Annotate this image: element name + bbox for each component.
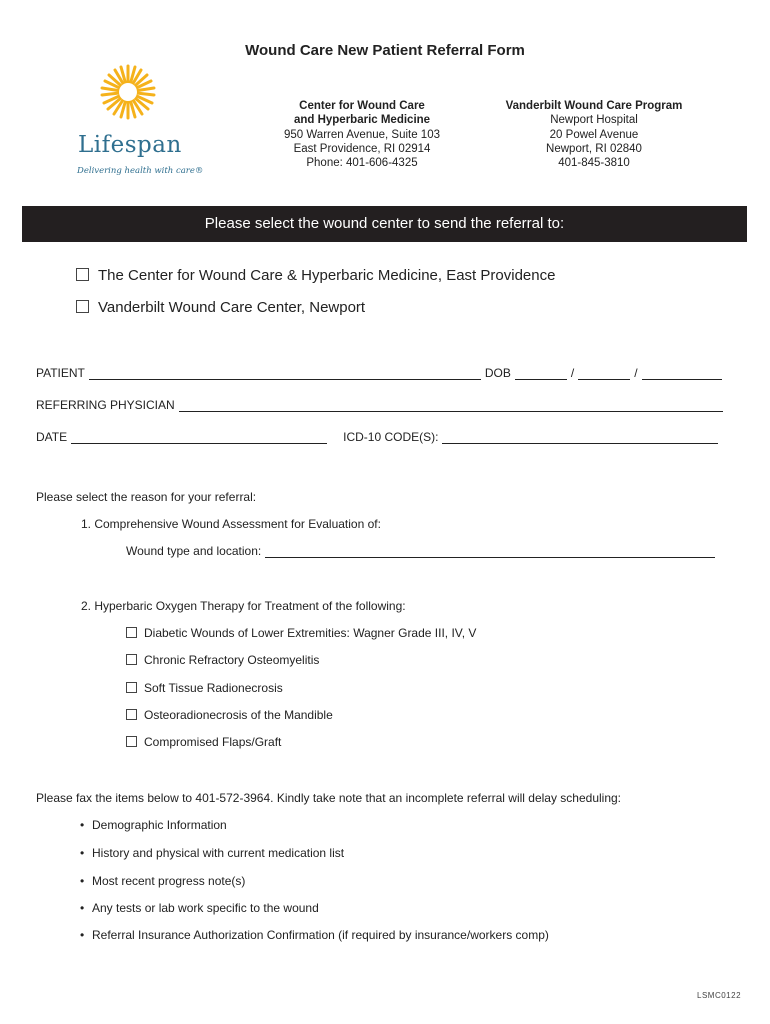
patient-label: PATIENT bbox=[36, 366, 85, 380]
option-label: Vanderbilt Wound Care Center, Newport bbox=[98, 299, 366, 316]
condition-label: Chronic Refractory Osteomyelitis bbox=[144, 653, 320, 667]
center-address-line1: 950 Warren Avenue, Suite 103 bbox=[284, 128, 440, 141]
fax-item-label: Any tests or lab work specific to the wound bbox=[92, 901, 319, 915]
select-center-banner: Please select the wound center to send the referral to: bbox=[22, 206, 747, 242]
fax-item-label: Most recent progress note(s) bbox=[92, 874, 246, 888]
vanderbilt-name: Vanderbilt Wound Care Program bbox=[505, 100, 683, 112]
vanderbilt-phone: 401-845-3810 bbox=[558, 157, 630, 170]
logo-tagline: Delivering health with care® bbox=[77, 166, 204, 176]
center-option-east-providence[interactable] bbox=[76, 267, 555, 284]
wound-type-label: Wound type and location: bbox=[126, 544, 262, 558]
checkbox[interactable] bbox=[126, 736, 137, 747]
bullet-icon: • bbox=[80, 901, 85, 915]
condition-label: Compromised Flaps/Graft bbox=[144, 735, 282, 749]
checkbox[interactable] bbox=[76, 268, 89, 281]
patient-dob-row bbox=[36, 366, 736, 380]
reason-item-1: 1. Comprehensive Wound Assessment for Evaluation of: bbox=[81, 517, 381, 531]
referring-physician-field[interactable] bbox=[179, 400, 723, 412]
fax-item-label: History and physical with current medication list bbox=[92, 846, 345, 860]
vanderbilt-line2: 20 Powel Avenue bbox=[549, 128, 639, 141]
bullet-icon: • bbox=[80, 874, 85, 888]
condition-option[interactable] bbox=[126, 626, 476, 640]
option-label: The Center for Wound Care & Hyperbaric Medicine, East Providence bbox=[98, 267, 556, 284]
dob-separator: / bbox=[634, 366, 638, 380]
condition-label: Osteoradionecrosis of the Mandible bbox=[144, 708, 333, 722]
condition-option[interactable] bbox=[126, 708, 333, 722]
patient-field[interactable] bbox=[89, 368, 481, 380]
center-phone: Phone: 401-606-4325 bbox=[306, 157, 418, 170]
fax-item bbox=[80, 846, 344, 860]
center-address-newport bbox=[484, 99, 704, 170]
vanderbilt-line3: Newport, RI 02840 bbox=[546, 142, 642, 155]
logo-wordmark: Lifespan bbox=[78, 132, 182, 158]
condition-option[interactable] bbox=[126, 653, 319, 667]
center-name-line2: and Hyperbaric Medicine bbox=[293, 114, 431, 127]
checkbox[interactable] bbox=[126, 682, 137, 693]
checkbox[interactable] bbox=[126, 654, 137, 665]
date-icd-row bbox=[36, 430, 736, 444]
fax-item-label: Referral Insurance Authorization Confirmation (if required by insurance/workers comp) bbox=[92, 928, 549, 942]
date-label: DATE bbox=[36, 430, 68, 444]
lifespan-logo bbox=[74, 62, 204, 182]
referring-physician-row bbox=[36, 398, 736, 412]
bullet-icon: • bbox=[80, 928, 85, 942]
fax-item bbox=[80, 874, 245, 888]
dob-day-field[interactable] bbox=[578, 368, 630, 380]
center-name-line1: Center for Wound Care bbox=[299, 100, 425, 112]
checkbox[interactable] bbox=[126, 709, 137, 720]
center-address-east-providence bbox=[262, 99, 462, 170]
icd10-field[interactable] bbox=[442, 432, 718, 444]
fax-item bbox=[80, 901, 319, 915]
checkbox[interactable] bbox=[76, 300, 89, 313]
reason-prompt: Please select the reason for your referral: bbox=[36, 490, 257, 504]
fax-item bbox=[80, 818, 227, 832]
form-title: Wound Care New Patient Referral Form bbox=[245, 42, 525, 59]
bullet-icon: • bbox=[80, 818, 85, 832]
form-code: LSMC0122 bbox=[697, 991, 742, 1000]
vanderbilt-line1: Newport Hospital bbox=[550, 114, 638, 127]
reason-item-2: 2. Hyperbaric Oxygen Therapy for Treatment of the following: bbox=[81, 599, 406, 613]
fax-item bbox=[80, 928, 549, 942]
center-option-newport[interactable] bbox=[76, 299, 365, 316]
condition-option[interactable] bbox=[126, 681, 283, 695]
dob-month-field[interactable] bbox=[515, 368, 567, 380]
condition-option[interactable] bbox=[126, 735, 281, 749]
date-field[interactable] bbox=[71, 432, 327, 444]
center-address-line2: East Providence, RI 02914 bbox=[293, 142, 431, 155]
checkbox[interactable] bbox=[126, 627, 137, 638]
dob-year-field[interactable] bbox=[642, 368, 722, 380]
fax-item-label: Demographic Information bbox=[92, 818, 227, 832]
referring-physician-label: REFERRING PHYSICIAN bbox=[36, 398, 175, 412]
wound-type-field[interactable] bbox=[265, 546, 715, 558]
dob-label: DOB bbox=[484, 366, 511, 380]
wound-type-row bbox=[126, 544, 726, 558]
sunburst-icon bbox=[74, 62, 204, 132]
condition-label: Soft Tissue Radionecrosis bbox=[144, 681, 283, 695]
condition-label: Diabetic Wounds of Lower Extremities: Wagner Grade III, IV, V bbox=[144, 626, 477, 640]
dob-separator: / bbox=[570, 366, 575, 380]
bullet-icon: • bbox=[80, 846, 85, 860]
icd10-label: ICD-10 CODE(S): bbox=[343, 430, 439, 444]
fax-instruction: Please fax the items below to 401-572-3964. Kindly take note that an incomplete referral will delay scheduling: bbox=[36, 791, 622, 805]
